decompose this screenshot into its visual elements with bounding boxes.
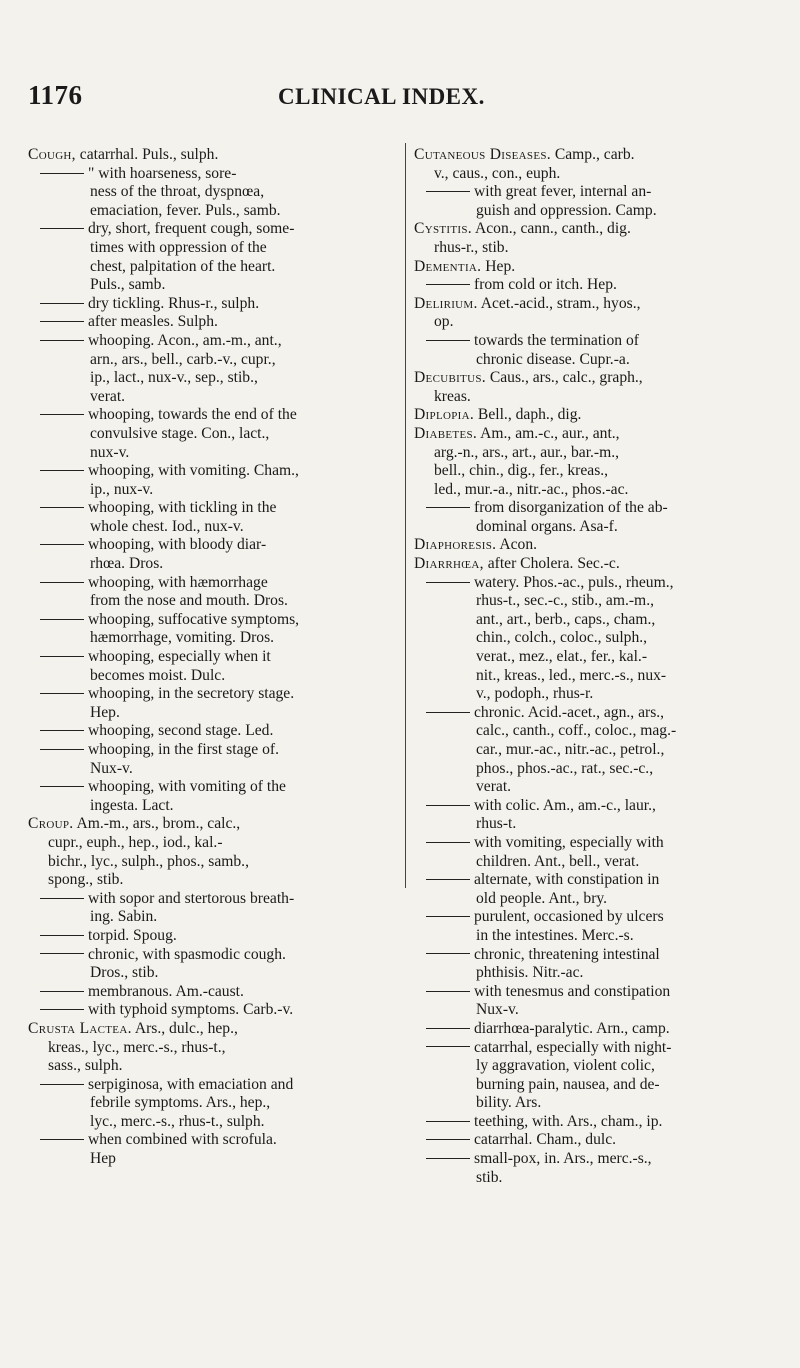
- entry-text: torpid. Spoug.: [88, 926, 177, 944]
- entry-line: Puls., samb.: [90, 276, 166, 294]
- entry-line: arg.-n., ars., art., aur., bar.-m.,: [434, 443, 620, 461]
- entry-text: Hep.: [481, 257, 516, 275]
- entry-heading: Delirium.: [414, 294, 478, 312]
- entry-text: after measles. Sulph.: [88, 313, 218, 331]
- entry-line: [414, 908, 782, 927]
- entry-line: [28, 983, 400, 1002]
- ditto-dash: [40, 228, 84, 229]
- entry-line: whole chest. Iod., nux-v.: [90, 517, 244, 535]
- entry-line: guish and oppression. Camp.: [476, 201, 657, 219]
- index-heading-entry: [28, 146, 400, 165]
- entry-line: [414, 183, 782, 202]
- entry-text: whooping, with tickling in the: [88, 499, 277, 517]
- entry-text: serpiginosa, with emaciation and: [88, 1075, 294, 1093]
- index-subentry: [414, 983, 782, 1020]
- ditto-dash: [426, 284, 470, 285]
- index-subentry: [28, 778, 400, 815]
- ditto-dash: [40, 1084, 84, 1085]
- entry-line: [28, 1076, 400, 1095]
- entry-line: [414, 1131, 782, 1150]
- index-subentry: [414, 183, 782, 220]
- index-subentry: [28, 1076, 400, 1132]
- entry-line: old people. Ant., bry.: [476, 889, 608, 907]
- index-subentry: [28, 332, 400, 406]
- index-heading-entry: [414, 258, 782, 277]
- entry-line: [414, 704, 782, 723]
- ditto-dash: [426, 1121, 470, 1122]
- entry-heading: Cough,: [28, 146, 76, 163]
- entry-text: whooping, towards the end of the: [88, 406, 297, 424]
- entry-line: [414, 871, 782, 890]
- index-subentry: [414, 908, 782, 945]
- index-subentry: [28, 685, 400, 722]
- entry-text: diarrhœa-paralytic. Arn., camp.: [474, 1019, 670, 1037]
- entry-line: [414, 946, 782, 965]
- entry-line: children. Ant., bell., verat.: [476, 852, 640, 870]
- ditto-dash: [426, 1028, 470, 1029]
- ditto-dash: [426, 507, 470, 508]
- entry-text: whooping, with vomiting. Cham.,: [88, 462, 299, 480]
- ditto-dash: [426, 991, 470, 992]
- entry-line: rhœa. Dros.: [90, 555, 164, 573]
- entry-text: Am., am.-c., aur., ant.,: [477, 424, 620, 442]
- entry-text: with vomiting, especially with: [474, 833, 664, 851]
- ditto-dash: [40, 898, 84, 899]
- index-subentry: [28, 648, 400, 685]
- entry-text: from disorganization of the ab-: [474, 499, 668, 517]
- entry-line: op.: [434, 313, 454, 331]
- ditto-dash: [40, 173, 84, 174]
- ditto-dash: [40, 693, 84, 694]
- ditto-dash: [426, 712, 470, 713]
- entry-line: car., mur.-ac., nitr.-ac., petrol.,: [476, 741, 665, 758]
- entry-line: [28, 648, 400, 667]
- entry-line: emaciation, fever. Puls., samb.: [90, 201, 281, 219]
- entry-line: cupr., euph., hep., iod., kal.-: [48, 833, 223, 851]
- entry-line: stib.: [476, 1168, 503, 1186]
- entry-line: chest, palpitation of the heart.: [90, 257, 276, 275]
- entry-text: with great fever, internal an-: [474, 183, 652, 201]
- index-heading-entry: [414, 146, 782, 183]
- entry-line: hæmorrhage, vomiting. Dros.: [90, 629, 275, 647]
- entry-line: kreas.: [434, 387, 471, 405]
- index-subentry: [28, 574, 400, 611]
- index-heading-entry: [28, 815, 400, 889]
- entry-text: chronic, with spasmodic cough.: [88, 945, 286, 963]
- index-subentry: [414, 871, 782, 908]
- entry-line: [28, 927, 400, 946]
- entry-line: [28, 313, 400, 332]
- entry-line: ip., lact., nux-v., sep., stib.,: [90, 369, 258, 387]
- ditto-dash: [40, 507, 84, 508]
- entry-line: [28, 165, 400, 184]
- ditto-dash: [426, 879, 470, 880]
- entry-line: [28, 1131, 400, 1150]
- entry-heading: Diabetes.: [414, 424, 478, 442]
- entry-line: nit., kreas., led., merc.-s., nux-: [476, 666, 667, 684]
- index-subentry: [414, 1039, 782, 1113]
- entry-heading: Decubitus.: [414, 369, 486, 387]
- index-subentry: [28, 741, 400, 778]
- entry-line: bichr., lyc., sulph., phos., samb.,: [48, 852, 249, 870]
- index-heading-entry: [414, 555, 782, 574]
- index-heading-entry: [414, 406, 782, 425]
- index-subentry: [28, 722, 400, 741]
- index-subentry: [414, 1150, 782, 1187]
- index-subentry: [414, 1113, 782, 1132]
- entry-line: [28, 536, 400, 555]
- ditto-dash: [426, 340, 470, 341]
- page-header: [28, 80, 780, 110]
- ditto-dash: [40, 953, 84, 954]
- entry-line: ant., art., berb., caps., cham.,: [476, 610, 656, 628]
- ditto-dash: [426, 1158, 470, 1159]
- entry-line: chin., colch., coloc., sulph.,: [476, 629, 648, 647]
- entry-line: [414, 797, 782, 816]
- ditto-dash: [40, 656, 84, 657]
- index-subentry: [414, 332, 782, 369]
- entry-line: becomes moist. Dulc.: [90, 666, 226, 684]
- entry-text: catarrhal. Puls., sulph.: [75, 146, 219, 163]
- entry-text: catarrhal. Cham., dulc.: [474, 1131, 617, 1149]
- entry-text: alternate, with constipation in: [474, 871, 660, 889]
- ditto-dash: [40, 470, 84, 471]
- entry-line: rhus-t.: [476, 815, 517, 833]
- entry-text: Acon., cann., canth., dig.: [471, 220, 631, 238]
- page-number: 1176: [28, 80, 83, 110]
- index-subentry: [28, 295, 400, 314]
- entry-text: teething, with. Ars., cham., ip.: [474, 1112, 663, 1130]
- entry-text: catarrhal, especially with night-: [474, 1038, 672, 1056]
- entry-line: [28, 574, 400, 593]
- entry-line: [414, 369, 782, 388]
- entry-line: [28, 890, 400, 909]
- ditto-dash: [40, 582, 84, 583]
- entry-line: bell., chin., dig., fer., kreas.,: [434, 462, 609, 480]
- entry-line: [414, 555, 782, 574]
- running-title: CLINICAL INDEX.: [278, 84, 485, 109]
- index-subentry: [414, 1131, 782, 1150]
- entry-text: whooping, especially when it: [88, 648, 271, 666]
- entry-heading: Croup.: [28, 815, 74, 833]
- entry-line: phthisis. Nitr.-ac.: [476, 964, 584, 982]
- ditto-dash: [426, 805, 470, 806]
- entry-text: Camp., carb.: [550, 146, 635, 163]
- entry-line: [28, 685, 400, 704]
- entry-line: [28, 741, 400, 760]
- entry-text: from cold or itch. Hep.: [474, 276, 617, 294]
- entry-line: [28, 611, 400, 630]
- index-subentry: [28, 946, 400, 983]
- entry-line: [28, 462, 400, 481]
- entry-line: [414, 499, 782, 518]
- entry-text: Acon.: [496, 536, 538, 554]
- entry-line: [414, 1150, 782, 1169]
- ditto-dash: [40, 321, 84, 322]
- entry-line: [28, 815, 400, 834]
- entry-text: whooping, in the first stage of.: [88, 741, 279, 758]
- entry-text: purulent, occasioned by ulcers: [474, 908, 664, 926]
- index-subentry: [28, 220, 400, 294]
- left-column: [28, 146, 400, 1169]
- entry-line: led., mur.-a., nitr.-ac., phos.-ac.: [434, 480, 629, 498]
- entry-heading: Dementia.: [414, 257, 482, 275]
- entry-heading: Cystitis.: [414, 220, 472, 238]
- entry-line: [28, 1020, 400, 1039]
- index-subentry: [414, 797, 782, 834]
- ditto-dash: [40, 1009, 84, 1010]
- entry-line: ing. Sabin.: [90, 908, 158, 926]
- index-heading-entry: [414, 425, 782, 499]
- index-subentry: [414, 574, 782, 704]
- ditto-dash: [40, 414, 84, 415]
- entry-line: convulsive stage. Con., lact.,: [90, 424, 270, 442]
- index-subentry: [28, 313, 400, 332]
- entry-line: bility. Ars.: [476, 1094, 542, 1112]
- entry-line: [28, 332, 400, 351]
- index-subentry: [28, 406, 400, 462]
- right-column: [414, 146, 782, 1187]
- ditto-dash: [426, 916, 470, 917]
- entry-line: nux-v.: [90, 443, 130, 461]
- entry-text: " with hoarseness, sore-: [88, 164, 237, 182]
- entry-text: chronic. Acid.-acet., agn., ars.,: [474, 703, 665, 721]
- entry-text: whooping, in the secretory stage.: [88, 685, 295, 703]
- ditto-dash: [40, 544, 84, 545]
- entry-line: [414, 332, 782, 351]
- index-heading-entry: [28, 1020, 400, 1076]
- entry-line: [414, 146, 782, 165]
- entry-line: dominal organs. Asa-f.: [476, 517, 618, 535]
- entry-line: [28, 1001, 400, 1020]
- ditto-dash: [426, 191, 470, 192]
- entry-line: lyc., merc.-s., rhus-t., sulph.: [90, 1112, 265, 1130]
- entry-line: [28, 722, 400, 741]
- entry-line: [28, 146, 400, 165]
- index-subentry: [28, 536, 400, 573]
- index-subentry: [28, 983, 400, 1002]
- entry-line: [414, 1020, 782, 1039]
- entry-line: from the nose and mouth. Dros.: [90, 592, 288, 610]
- entry-heading: Diarrhœa,: [414, 555, 484, 573]
- entry-line: Nux-v.: [476, 1001, 519, 1019]
- index-subentry: [414, 834, 782, 871]
- entry-line: times with oppression of the: [90, 238, 267, 256]
- ditto-dash: [40, 303, 84, 304]
- entry-line: rhus-t., sec.-c., stib., am.-m.,: [476, 592, 654, 610]
- entry-line: [414, 536, 782, 555]
- entry-line: [28, 220, 400, 239]
- entry-text: watery. Phos.-ac., puls., rheum.,: [474, 573, 674, 591]
- ditto-dash: [426, 842, 470, 843]
- entry-line: [414, 258, 782, 277]
- entry-line: [414, 425, 782, 444]
- entry-line: [414, 276, 782, 295]
- entry-line: ness of the throat, dyspnœa,: [90, 183, 265, 201]
- entry-line: [28, 499, 400, 518]
- entry-line: sass., sulph.: [48, 1057, 123, 1075]
- index-subentry: [28, 165, 400, 221]
- entry-line: [414, 295, 782, 314]
- entry-text: with sopor and stertorous breath-: [88, 889, 295, 907]
- index-subentry: [414, 704, 782, 797]
- entry-line: Nux-v.: [90, 759, 133, 777]
- entry-line: Hep: [90, 1150, 116, 1168]
- entry-text: Caus., ars., calc., graph.,: [485, 369, 643, 387]
- index-heading-entry: [414, 220, 782, 257]
- index-heading-entry: [414, 369, 782, 406]
- entry-heading: Diaphoresis.: [414, 536, 497, 554]
- entry-line: [28, 778, 400, 797]
- entry-line: arn., ars., bell., carb.-v., cupr.,: [90, 350, 276, 368]
- entry-text: when combined with scrofula.: [88, 1131, 277, 1149]
- index-subentry: [414, 1020, 782, 1039]
- index-subentry: [28, 499, 400, 536]
- entry-heading: Diplopia.: [414, 406, 475, 424]
- entry-text: with tenesmus and constipation: [474, 982, 671, 1000]
- column-divider: [405, 143, 406, 888]
- entry-line: rhus-r., stib.: [434, 238, 509, 256]
- entry-text: towards the termination of: [474, 331, 639, 349]
- entry-text: whooping. Acon., am.-m., ant.,: [88, 331, 282, 349]
- ditto-dash: [40, 619, 84, 620]
- entry-line: spong., stib.: [48, 871, 124, 889]
- entry-line: [414, 983, 782, 1002]
- entry-line: ip., nux-v.: [90, 480, 154, 498]
- entry-heading: Cutaneous Diseases.: [414, 146, 551, 163]
- entry-text: chronic, threatening intestinal: [474, 945, 660, 963]
- entry-text: whooping, second stage. Led.: [88, 722, 274, 740]
- entry-text: Am.-m., ars., brom., calc.,: [73, 815, 241, 833]
- entry-text: Acet.-acid., stram., hyos.,: [477, 294, 641, 312]
- entry-text: with colic. Am., am.-c., laur.,: [474, 796, 656, 814]
- ditto-dash: [40, 1139, 84, 1140]
- entry-line: [28, 295, 400, 314]
- entry-text: whooping, with hæmorrhage: [88, 573, 268, 591]
- index-subentry: [28, 462, 400, 499]
- ditto-dash: [40, 749, 84, 750]
- ditto-dash: [426, 953, 470, 954]
- index-subentry: [414, 499, 782, 536]
- ditto-dash: [426, 582, 470, 583]
- entry-line: ingesta. Lact.: [90, 796, 174, 814]
- entry-line: verat., mez., elat., fer., kal.-: [476, 648, 648, 666]
- ditto-dash: [40, 935, 84, 936]
- entry-line: v., caus., con., euph.: [434, 164, 561, 182]
- ditto-dash: [40, 340, 84, 341]
- entry-line: kreas., lyc., merc.-s., rhus-t.,: [48, 1038, 226, 1056]
- entry-line: Hep.: [90, 703, 120, 721]
- entry-text: small-pox, in. Ars., merc.-s.,: [474, 1150, 652, 1168]
- entry-line: verat.: [476, 778, 512, 796]
- entry-line: in the intestines. Merc.-s.: [476, 926, 634, 944]
- entry-text: after Cholera. Sec.-c.: [483, 555, 620, 573]
- entry-line: [414, 220, 782, 239]
- index-subentry: [414, 946, 782, 983]
- entry-line: ly aggravation, violent colic,: [476, 1057, 655, 1075]
- entry-text: dry tickling. Rhus-r., sulph.: [88, 294, 260, 312]
- index-heading-entry: [414, 295, 782, 332]
- ditto-dash: [426, 1046, 470, 1047]
- ditto-dash: [40, 991, 84, 992]
- index-subentry: [28, 927, 400, 946]
- entry-line: calc., canth., coff., coloc., mag.-: [476, 722, 677, 740]
- entry-text: membranous. Am.-caust.: [88, 982, 244, 1000]
- entry-line: [414, 574, 782, 593]
- index-subentry: [28, 890, 400, 927]
- index-subentry: [28, 611, 400, 648]
- entry-line: Dros., stib.: [90, 964, 159, 982]
- entry-line: chronic disease. Cupr.-a.: [476, 350, 630, 368]
- index-subentry: [414, 276, 782, 295]
- entry-line: [28, 406, 400, 425]
- index-subentry: [28, 1131, 400, 1168]
- ditto-dash: [40, 730, 84, 731]
- entry-line: febrile symptoms. Ars., hep.,: [90, 1094, 271, 1112]
- entry-line: [414, 406, 782, 425]
- entry-text: whooping, with bloody diar-: [88, 536, 267, 554]
- ditto-dash: [426, 1139, 470, 1140]
- entry-text: dry, short, frequent cough, some-: [88, 220, 295, 238]
- entry-line: phos., phos.-ac., rat., sec.-c.,: [476, 759, 654, 777]
- entry-text: Ars., dulc., hep.,: [131, 1019, 238, 1037]
- entry-line: burning pain, nausea, and de-: [476, 1075, 660, 1093]
- entry-text: whooping, suffocative symptoms,: [88, 610, 300, 628]
- entry-heading: Crusta Lactea.: [28, 1019, 132, 1037]
- index-heading-entry: [414, 536, 782, 555]
- entry-line: verat.: [90, 387, 126, 405]
- entry-text: whooping, with vomiting of the: [88, 778, 286, 796]
- entry-text: with typhoid symptoms. Carb.-v.: [88, 1001, 294, 1019]
- entry-line: [414, 1039, 782, 1058]
- entry-line: v., podoph., rhus-r.: [476, 685, 594, 703]
- entry-line: [414, 834, 782, 853]
- index-subentry: [28, 1001, 400, 1020]
- ditto-dash: [40, 786, 84, 787]
- entry-line: [414, 1113, 782, 1132]
- entry-text: Bell., daph., dig.: [474, 406, 582, 424]
- entry-line: [28, 946, 400, 965]
